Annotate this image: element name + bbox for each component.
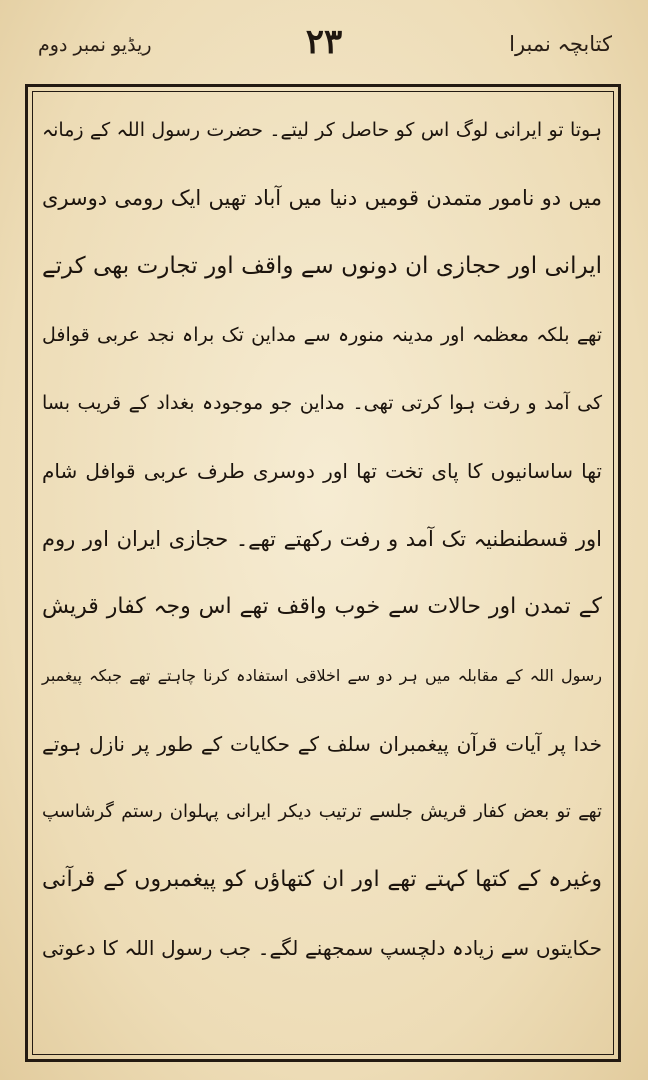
text-line: تھے بلکہ معظمہ اور مدینہ منورہ سے مداین تک براہ نجد عربی قوافل [42, 323, 602, 346]
text-line: خدا پر آیات قرآن پیغمبران سلف کے حکایات کے طور پر نازل ہوتے [42, 731, 602, 756]
page-number: ۲۳ [305, 22, 343, 62]
text-line: کے تمدن اور حالات سے خوب واقف تھے اس وجہ کفار قریش [42, 594, 602, 620]
text-line: رسول اللہ کے مقابلہ میں ہر دو سے اخلاقی استفادہ کرنا چاہتے تھے جبکہ پیغمبر [42, 665, 602, 685]
text-line: حکایتوں سے زیادہ دلچسپ سمجھنے لگے۔ جب رسول اللہ کا دعوتی [42, 936, 602, 961]
page-header [30, 22, 618, 72]
text-line: ایرانی اور حجازی ان دونوں سے واقف اور تجارت بھی کرتے [42, 253, 602, 280]
text-line: ہوتا تو ایرانی لوگ اس کو حاصل کر لیتے۔ حضرت رسول اللہ کے زمانہ [42, 119, 602, 141]
text-line: تھے تو بعض کفار قریش جلسے ترتیب دیکر ایرانی پہلوان رستم گرشاسپ [42, 800, 602, 822]
text-line: میں دو نامور متمدن قومیں دنیا میں آباد تھیں ایک رومی دوسری [42, 186, 602, 211]
text-line: اور قسطنطنیہ تک آمد و رفت رکھتے تھے۔ حجازی ایران اور روم [42, 527, 602, 552]
text-line: وغیرہ کے کتھا کہتے تھے اور ان کتھاؤں کو پیغمبروں کے قرآنی [42, 867, 602, 893]
header-booklet-label: کتابچہ نمبرا [509, 32, 612, 56]
text-line: تھا ساسانیوں کا پای تخت تھا اور دوسری طرف عربی قوافل شام [42, 458, 602, 483]
body-text [36, 96, 608, 1051]
header-series-label: ریڈیو نمبر دوم [38, 34, 152, 56]
text-line: کی آمد و رفت ہوا کرتی تھی۔ مداین جو موجودہ بغداد کے قریب بسا [42, 391, 602, 414]
